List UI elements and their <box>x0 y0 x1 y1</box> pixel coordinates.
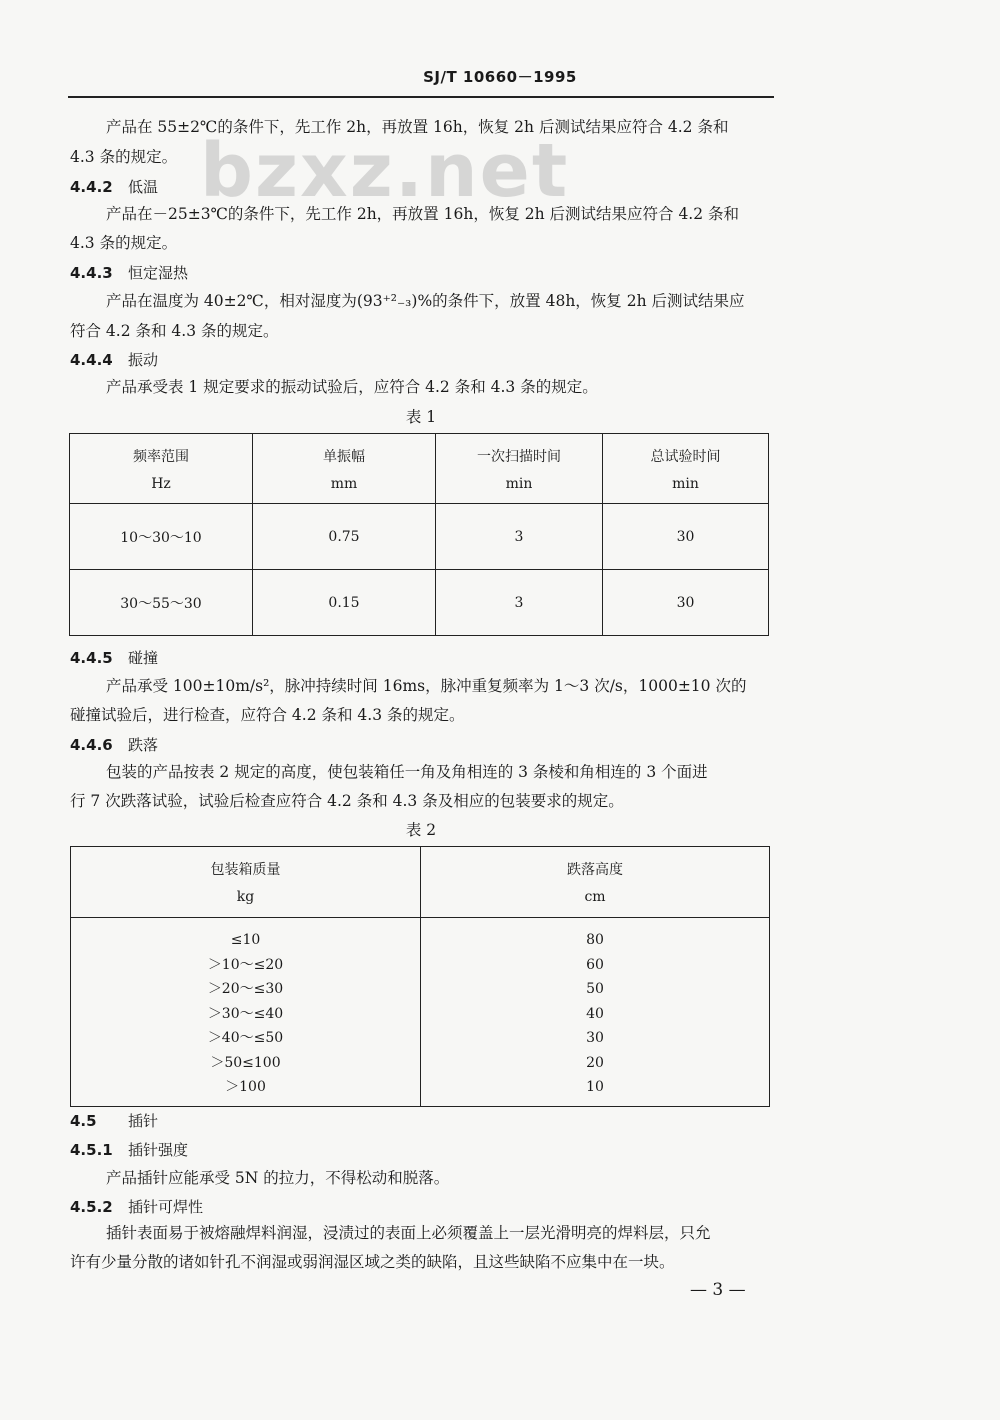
heading-title: 恒定湿热 <box>128 264 189 282</box>
watermark: bzxz.net <box>200 128 570 214</box>
heading-4-4-4 <box>70 350 158 370</box>
heading-4-4-2 <box>70 177 158 197</box>
heading-title: 跌落 <box>128 736 159 754</box>
table-header-cell: 单振幅 mm <box>253 434 436 504</box>
heading-number: 4.4.3 <box>70 264 113 282</box>
table1-caption: 表 1 <box>405 408 437 426</box>
s445-line1: 产品承受 100±10m/s²，脉冲持续时间 16ms，脉冲重复频率为 1～3 次/s，1000±10 次的 <box>106 677 747 695</box>
table-header-cell: 总试验时间 min <box>603 434 769 504</box>
table-cell: 50 <box>586 981 604 997</box>
vibration-table <box>69 433 769 636</box>
table-cell: ＞100 <box>225 1079 266 1095</box>
table-cell: 30 <box>603 570 769 636</box>
table-cell: 3 <box>436 570 603 636</box>
table-cell: 80 <box>586 932 604 948</box>
table-cell: ＞40～≤50 <box>207 1030 284 1046</box>
table-cell: 0.15 <box>253 570 436 636</box>
heading-4-4-6 <box>70 735 158 755</box>
s446-line2: 行 7 次跌落试验，试验后检查应符合 4.2 条和 4.3 条及相应的包装要求的规定。 <box>70 792 624 810</box>
table-cell: ＞10～≤20 <box>207 956 284 973</box>
s443-line1: 产品在温度为 40±2℃，相对湿度为(93⁺²₋₃)%的条件下，放置 48h，恢复 2h 后测试结果应 <box>106 292 745 310</box>
page-number: — 3 — <box>690 1280 746 1300</box>
table-row <box>70 570 769 636</box>
drop-height-table <box>70 846 770 1107</box>
table-cell: 60 <box>586 956 604 973</box>
s451-line1: 产品插针应能承受 5N 的拉力，不得松动和脱落。 <box>106 1169 450 1187</box>
heading-number: 4.5.2 <box>70 1198 113 1216</box>
table-header-cell: 频率范围 Hz <box>70 434 253 504</box>
table-header-row <box>71 847 770 918</box>
table-cell: 10～30～10 <box>70 504 253 570</box>
heading-4-5-1 <box>70 1140 188 1160</box>
header-rule <box>68 96 774 98</box>
heading-4-5 <box>70 1111 158 1131</box>
table-cell: 20 <box>586 1054 604 1071</box>
s444-line1: 产品承受表 1 规定要求的振动试验后，应符合 4.2 条和 4.3 条的规定。 <box>106 378 598 396</box>
heading-title: 插针可焊性 <box>128 1198 204 1216</box>
table-header-cell: 包装箱质量 kg <box>71 847 421 918</box>
table-cell: 3 <box>436 504 603 570</box>
s441-line1: 产品在 55±2℃的条件下，先工作 2h，再放置 16h，恢复 2h 后测试结果应符合 4.2 条和 <box>106 118 729 136</box>
s446-line1: 包装的产品按表 2 规定的高度，使包装箱任一角及角相连的 3 条棱和角相连的 3 个面进 <box>106 763 708 781</box>
heading-number: 4.4.5 <box>70 649 113 667</box>
s452-line2: 许有少量分散的诸如针孔不润湿或弱润湿区域之类的缺陷，且这些缺陷不应集中在一块。 <box>70 1253 675 1271</box>
s442-line1: 产品在－25±3℃的条件下，先工作 2h，再放置 16h，恢复 2h 后测试结果应符合 4.2 条和 <box>106 205 740 223</box>
s452-line1: 插针表面易于被熔融焊料润湿，浸渍过的表面上必须覆盖上一层光滑明亮的焊料层，只允 <box>106 1224 711 1242</box>
s443-line2: 符合 4.2 条和 4.3 条的规定。 <box>70 322 279 340</box>
table-cell: 40 <box>586 1005 604 1022</box>
table-header-cell: 跌落高度 cm <box>421 847 770 918</box>
table-header-cell: 一次扫描时间 min <box>436 434 603 504</box>
heading-title: 插针强度 <box>128 1141 189 1159</box>
table-cell: ＞50≤100 <box>210 1054 281 1071</box>
heading-title: 插针 <box>128 1112 159 1130</box>
table2-caption: 表 2 <box>405 821 437 839</box>
height-column <box>421 918 770 1107</box>
table-row <box>70 504 769 570</box>
heading-number: 4.5.1 <box>70 1141 113 1159</box>
heading-4-5-2 <box>70 1197 203 1217</box>
s441-line2: 4.3 条的规定。 <box>70 148 178 166</box>
s445-line2: 碰撞试验后，进行检查，应符合 4.2 条和 4.3 条的规定。 <box>70 706 465 724</box>
heading-title: 低温 <box>128 178 159 196</box>
mass-column <box>71 918 421 1107</box>
table-row <box>71 918 770 1107</box>
heading-4-4-3 <box>70 263 188 283</box>
heading-4-4-5 <box>70 648 158 668</box>
table-cell: ≤10 <box>230 932 261 948</box>
heading-number: 4.4.4 <box>70 351 113 369</box>
heading-number: 4.4.2 <box>70 178 113 196</box>
table-cell: 30～55～30 <box>70 570 253 636</box>
heading-number: 4.5 <box>70 1112 97 1130</box>
heading-title: 振动 <box>128 351 159 369</box>
table-cell: ＞20～≤30 <box>207 981 284 997</box>
table-cell: 10 <box>586 1079 604 1095</box>
table-cell: 30 <box>586 1030 604 1046</box>
standard-header: SJ/T 10660－1995 <box>423 68 577 86</box>
s442-line2: 4.3 条的规定。 <box>70 234 178 252</box>
table-cell: 0.75 <box>253 504 436 570</box>
heading-number: 4.4.6 <box>70 736 113 754</box>
table-header-row <box>70 434 769 504</box>
table-cell: ＞30～≤40 <box>207 1005 284 1022</box>
table-cell: 30 <box>603 504 769 570</box>
heading-title: 碰撞 <box>128 649 159 667</box>
